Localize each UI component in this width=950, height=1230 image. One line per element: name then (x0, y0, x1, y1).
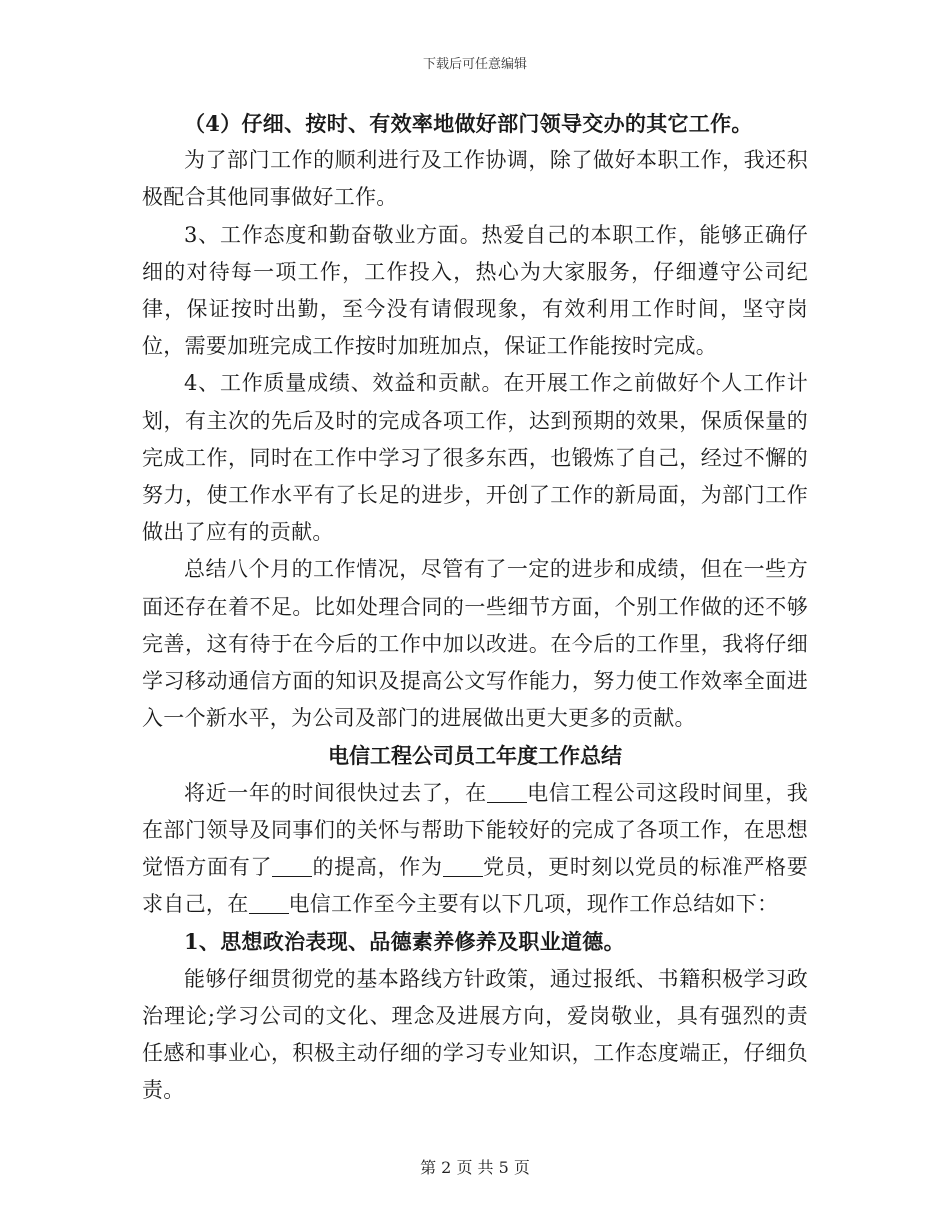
page-number: 第 2 页 共 5 页 (420, 1158, 530, 1177)
fill-blank (487, 781, 527, 803)
paragraph-item-4: （4）仔细、按时、有效率地做好部门领导交办的其它工作。 (184, 111, 753, 136)
intro-text-2: 电信工程公司这段时间里，我在部门领导及同事们的关怀与帮助下能较好的完成了各项工作，在思想觉悟方面有了 (142, 780, 808, 880)
page-header: 下载后可任意编辑 (422, 57, 527, 72)
paragraph-quality: 4、工作质量成绩、效益和贡献。在开展工作之前做好个人工作计划，有主次的先后及时的完成各项工作，达到预期的效果，保质保量的完成工作，同时在工作中学习了很多东西，也锻炼了自己，经过不懈的努力，使工作水平有了长足的进步，开创了工作的新局面，为部门工作做出了应有的贡献。 (142, 371, 808, 545)
intro-text-4: 党员，更时刻以党员的标准严格要求自己，在 (142, 855, 808, 917)
document-body (142, 105, 808, 1109)
intro-text-1: 将近一年的时间很快过去了，在 (184, 780, 487, 805)
fill-blank (272, 855, 312, 877)
intro-text-3: 的提高，作为 (312, 855, 443, 880)
paragraph-cooperation: 为了部门工作的顺利进行及工作协调，除了做好本职工作，我还积极配合其他同事做好工作。 (142, 148, 808, 210)
fill-blank (443, 855, 483, 877)
intro-text-5: 电信工作至今主要有以下几项，现作工作总结如下： (288, 892, 779, 917)
subheading: 1、思想政治表现、品德素养修养及职业道德。 (184, 929, 625, 955)
paragraph-summary: 总结八个月的工作情况，尽管有了一定的进步和成绩，但在一些方面还存在着不足。比如处理合同的一些细节方面，个别工作做的还不够完善，这有待于在今后的工作中加以改进。在今后的工作里，我将仔细学习移动通信方面的知识及提高公文写作能力，努力使工作效率全面进入一个新水平，为公司及部门的进展做出更大更多的贡献。 (142, 557, 808, 731)
paragraph-intro (142, 775, 808, 924)
fill-blank (249, 892, 289, 914)
section-title: 电信工程公司员工年度工作总结 (328, 743, 622, 769)
paragraph-attitude: 3、工作态度和勤奋敬业方面。热爱自己的本职工作，能够正确仔细的对待每一项工作，工作投入，热心为大家服务，仔细遵守公司纪律，保证按时出勤，至今没有请假现象，有效利用工作时间，坚守岗位，需要加班完成工作按时加班加点，保证工作能按时完成。 (142, 222, 808, 359)
paragraph-political: 能够仔细贯彻党的基本路线方针政策，通过报纸、书籍积极学习政治理论;学习公司的文化、理念及进展方向，爱岗敬业，具有强烈的责任感和事业心，积极主动仔细的学习专业知识，工作态度端正，仔细负责。 (142, 966, 808, 1103)
